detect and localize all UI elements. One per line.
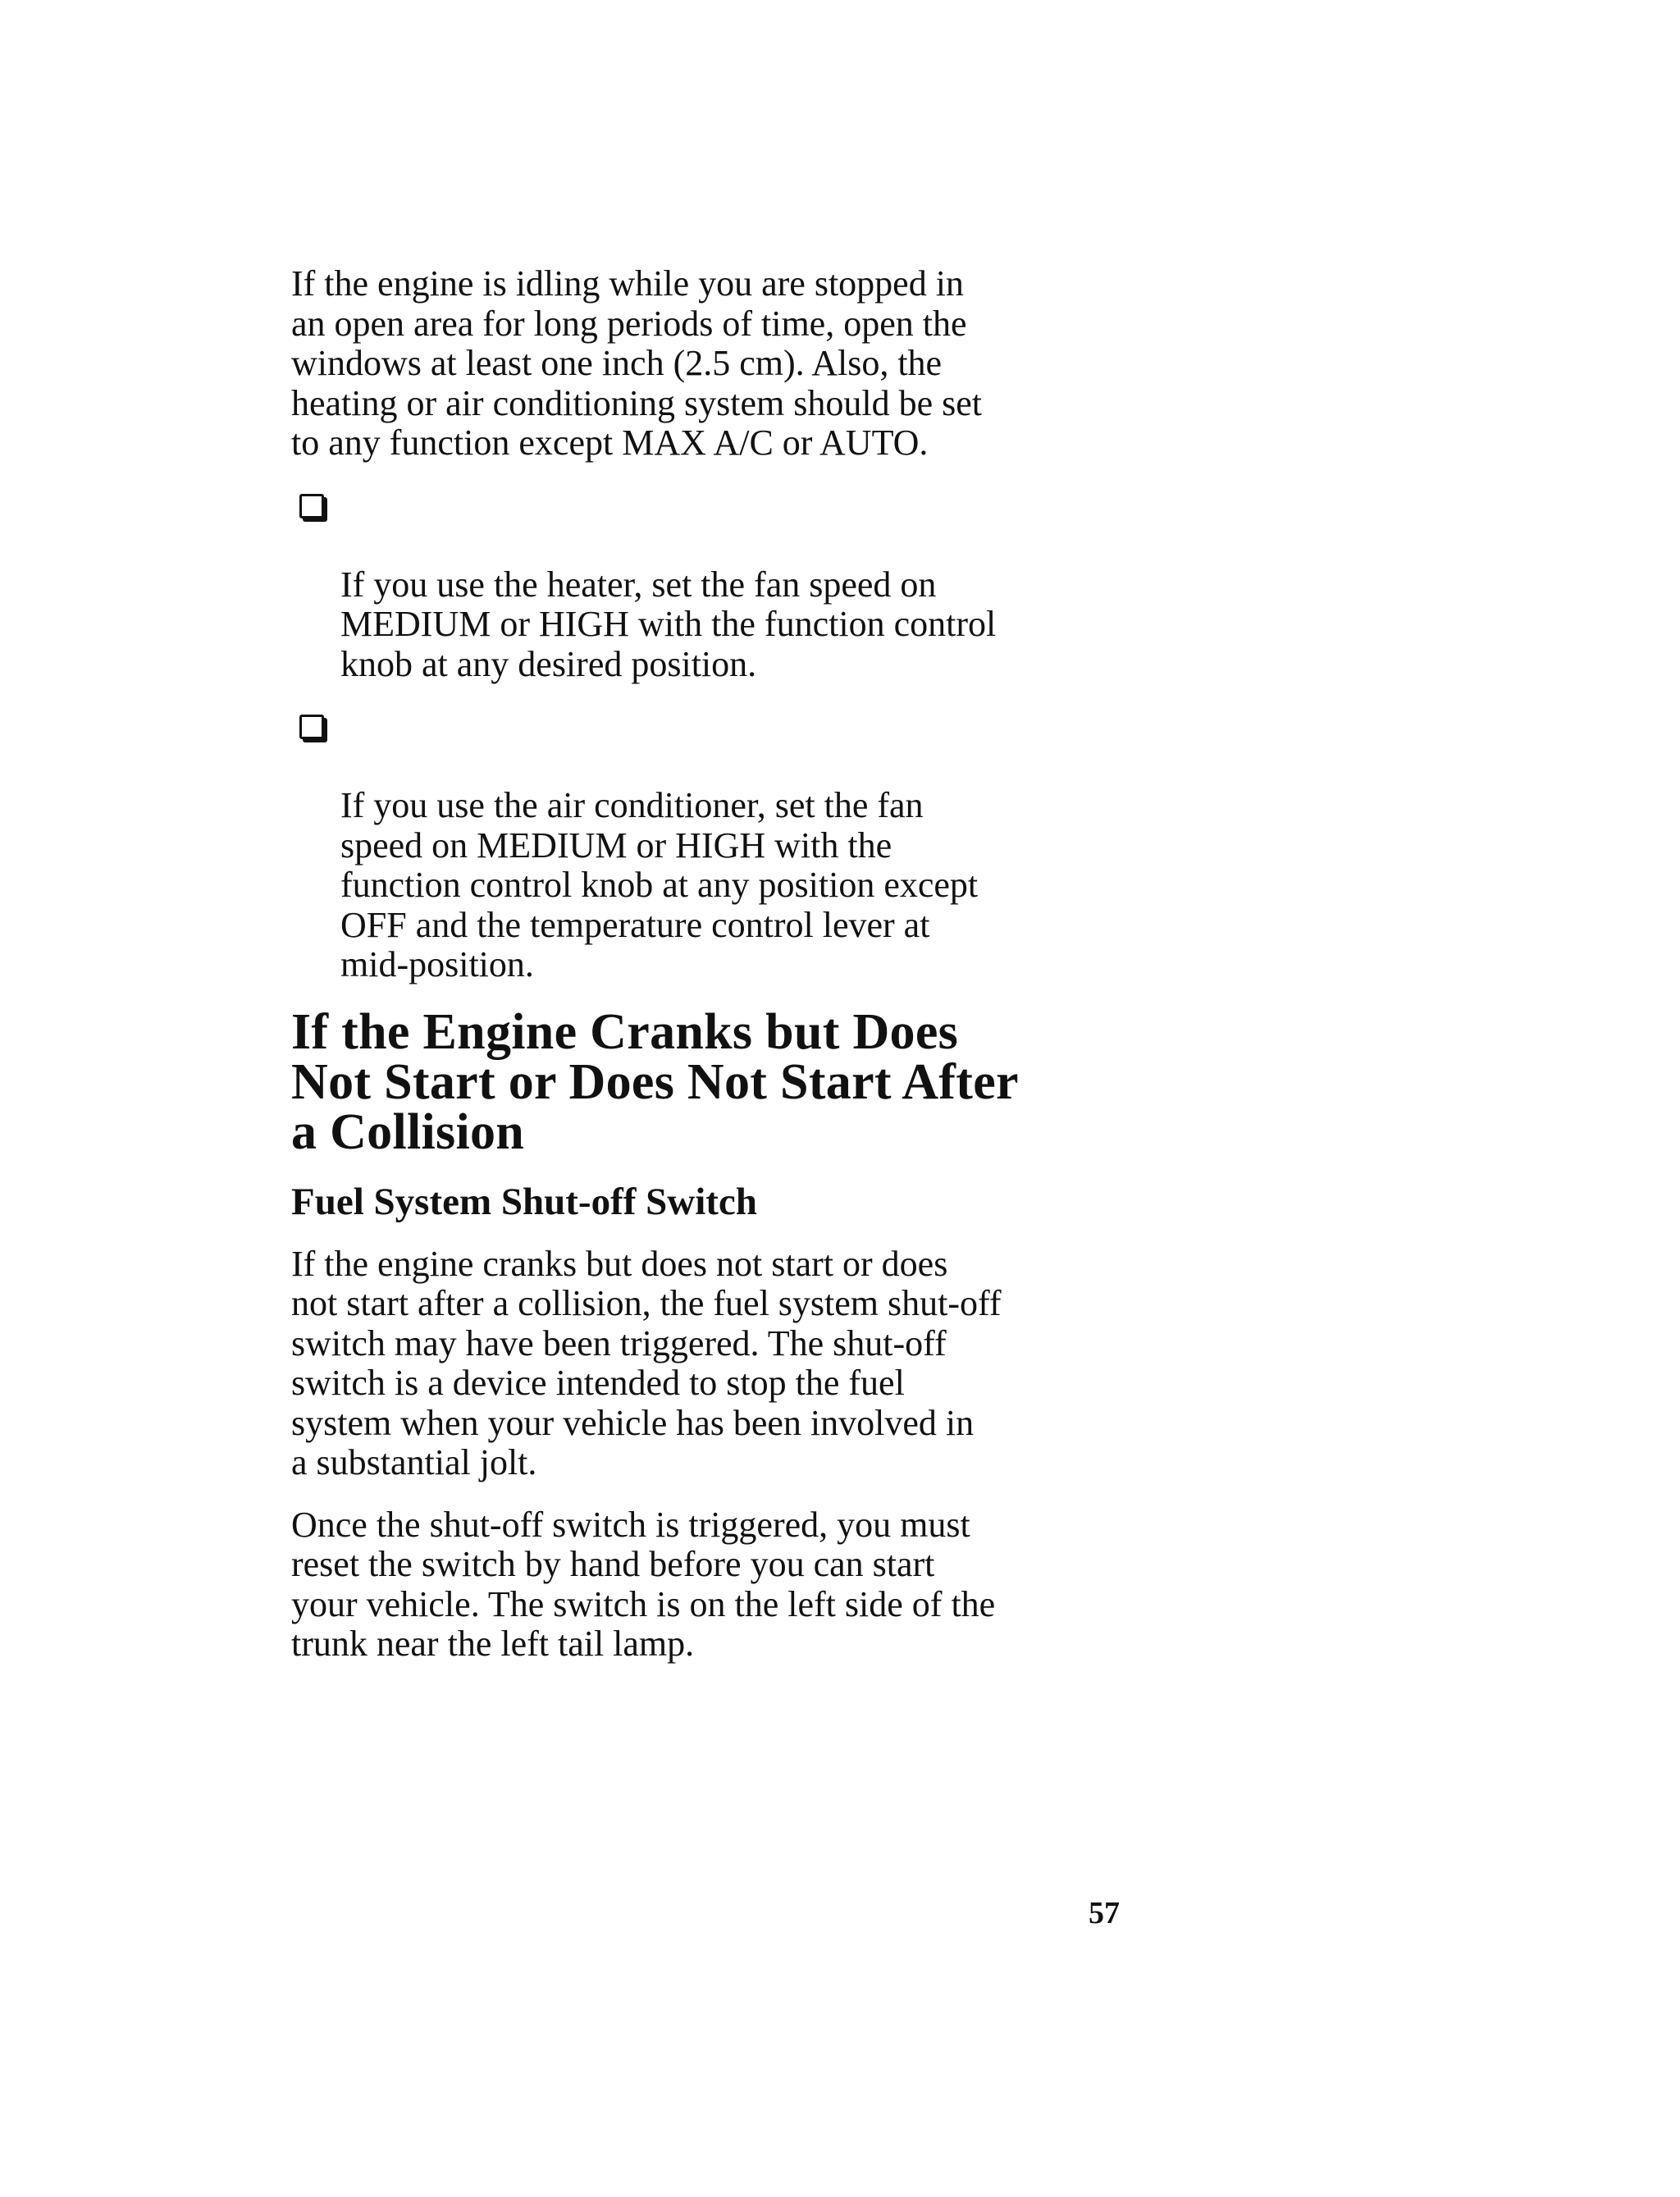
page-content (291, 264, 1120, 1687)
page-number: 57 (1089, 1896, 1120, 1930)
bullet-item-air-conditioner (291, 706, 1120, 985)
intro-paragraph: If the engine is idling while you are stopped in an open area for long periods of time, open the windows at least one inch (2.5 cm). Also, the heating or air conditioning system should be set to any function except MAX A/C or AUTO. (291, 263, 982, 463)
bullet-text: If you use the air conditioner, set the fan speed on MEDIUM or HIGH with the function control knob at any position except OFF and the temperature control lever at mid-position. (340, 785, 979, 984)
checkbox-bullet-icon (299, 494, 324, 518)
body-paragraph: Once the shut-off switch is triggered, you must reset the switch by hand before you can start your vehicle. The switch is on the left side of the trunk near the left tail lamp. (291, 1504, 996, 1664)
bullet-item-heater (291, 486, 1120, 685)
checkbox-bullet-icon (299, 715, 324, 739)
section-heading: If the Engine Cranks but Does Not Start or Does Not Start After a Collision (291, 1003, 1019, 1160)
body-paragraph: If the engine cranks but does not start or does not start after a collision, the fuel system shut-off switch may have been triggered. The shut-off switch is a device intended to stop the fuel system when your vehicle has been involved in a substantial jolt. (291, 1243, 1002, 1482)
bullet-text: If you use the heater, set the fan speed on MEDIUM or HIGH with the function control knob at any desired position. (340, 564, 997, 684)
subheading: Fuel System Shut-off Switch (291, 1180, 757, 1223)
